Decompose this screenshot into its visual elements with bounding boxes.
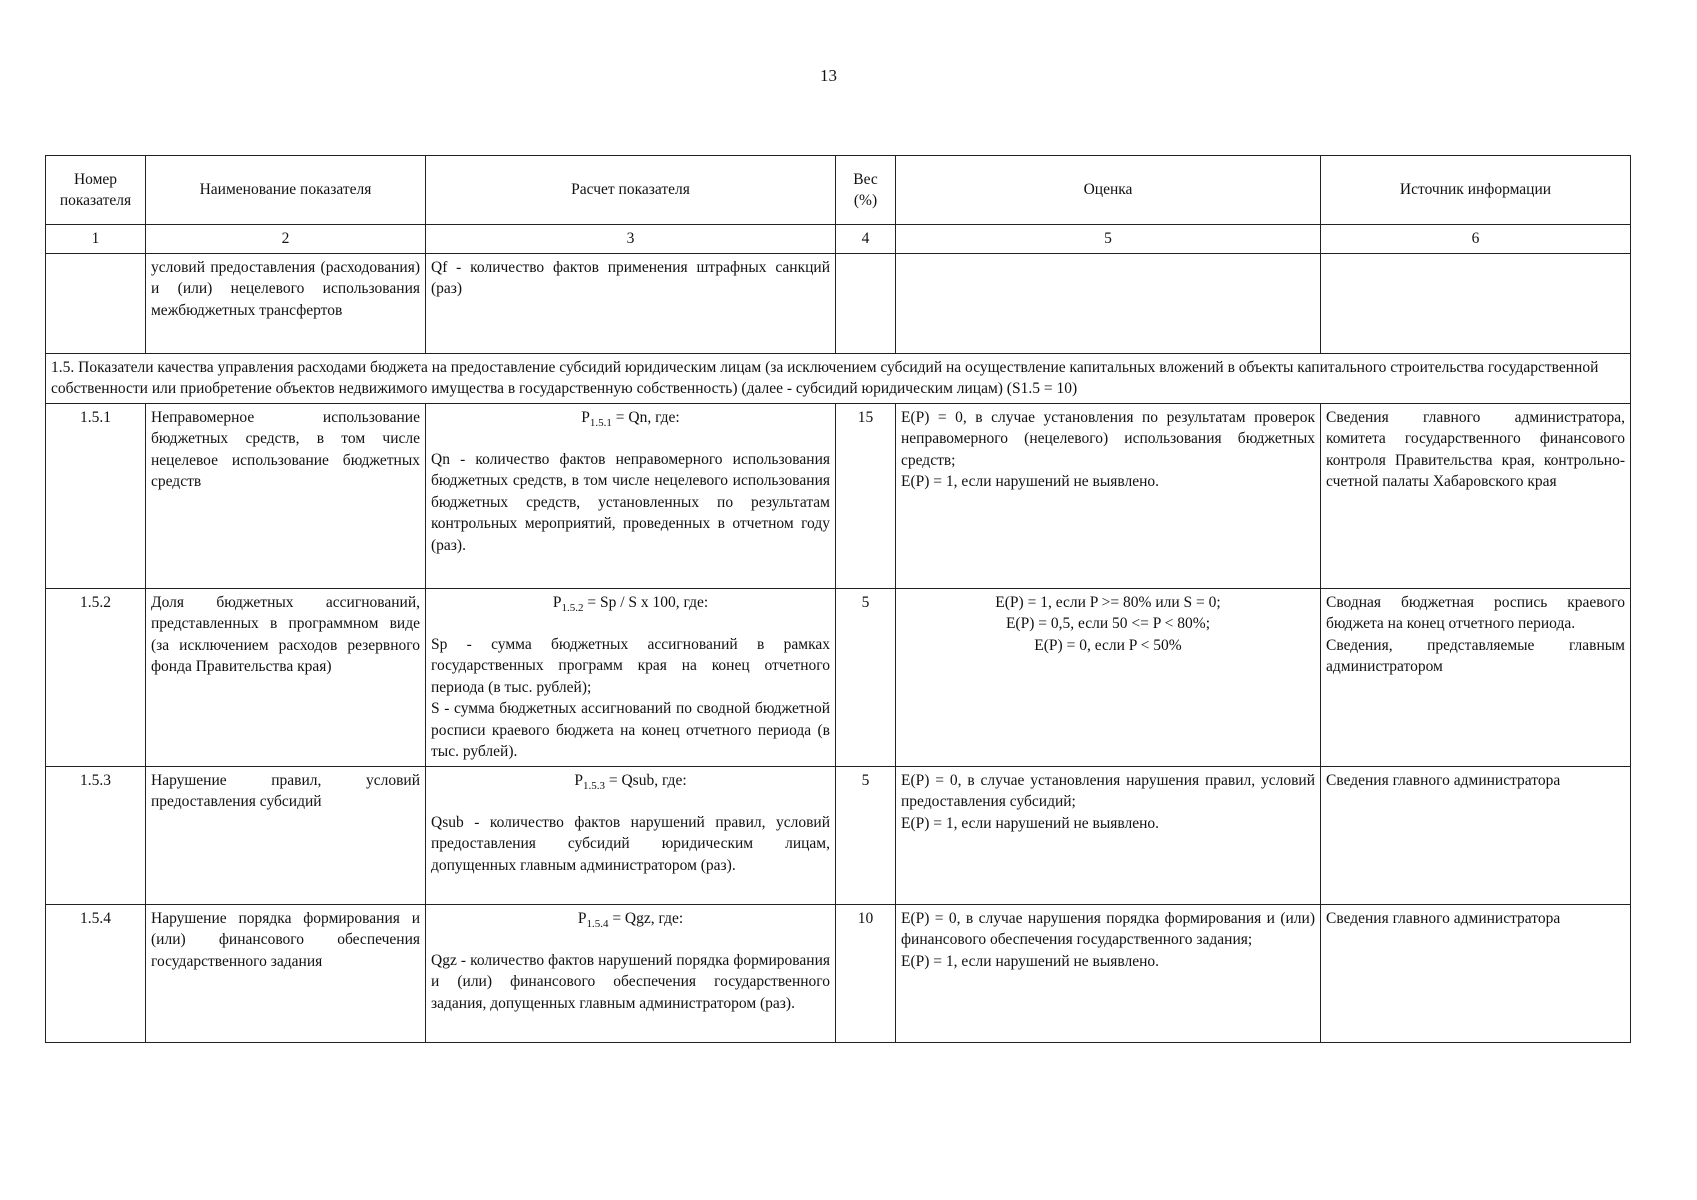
assessment-line: E(P) = 0, в случае установления по результатам проверок неправомерного (нецелевого) использования бюджетных средств; [901, 408, 1315, 469]
row-calc [426, 904, 836, 1042]
row-weight: 15 [836, 403, 896, 588]
assessment-line: E(P) = 1, если нарушений не выявлено. [901, 472, 1160, 490]
row-name: Нарушение правил, условий предоставления субсидий [146, 766, 426, 904]
assessment-line: E(P) = 1, если P >= 80% или S = 0; [995, 593, 1221, 611]
row-assessment [896, 904, 1321, 1042]
table-row [46, 766, 1631, 904]
cell-calc: Qf - количество фактов применения штрафных санкций (раз) [426, 254, 836, 354]
formula: $P_{1.5.2} = Sp / S$ x 100, где: [552, 593, 709, 614]
section-title: 1.5. Показатели качества управления расходами бюджета на предоставление субсидий юридическим лицам (за исключением субсидий на осуществление капитальных вложений в объекты капитального строительства государственной собственности или приобретение объектов недвижимого имущества в государственную собственность) (далее - субсидий юридическим лицам) (S1.5 = 10) [46, 354, 1631, 404]
row-name: Неправомерное использование бюджетных средств, в том числе нецелевое использование бюджетных средств [146, 403, 426, 588]
table-row [46, 588, 1631, 766]
header-weight: Вес (%) [836, 156, 896, 225]
header-number: Номер показателя [46, 156, 146, 225]
row-name: Нарушение порядка формирования и (или) финансового обеспечения государственного задания [146, 904, 426, 1042]
column-number: 2 [146, 225, 426, 254]
calc-description: Sp - сумма бюджетных ассигнований в рамках государственных программ края на конец отчетного периода (в тыс. рублей); [431, 636, 830, 696]
assessment-line: E(P) = 0, в случае установления нарушения правил, условий предоставления субсидий; [901, 771, 1315, 811]
assessment-line: E(P) = 1, если нарушений не выявлено. [901, 814, 1160, 832]
header-source: Источник информации [1321, 156, 1631, 225]
row-number: 1.5.2 [46, 588, 146, 766]
row-number: 1.5.4 [46, 904, 146, 1042]
table-row [46, 403, 1631, 588]
assessment-line: E(P) = 0, в случае нарушения порядка формирования и (или) финансового обеспечения государственного задания; [901, 909, 1315, 949]
calc-description: Qgz - количество фактов нарушений порядка формирования и (или) финансового обеспечения государственного задания, допущенных главным администратором (раз). [431, 952, 830, 1012]
row-number: 1.5.1 [46, 403, 146, 588]
row-weight: 5 [836, 588, 896, 766]
assessment-line: E(P) = 1, если нарушений не выявлено. [901, 952, 1160, 970]
table-row [46, 904, 1631, 1042]
row-assessment [896, 766, 1321, 904]
header-name: Наименование показателя [146, 156, 426, 225]
indicators-table [45, 155, 1631, 1043]
header-assessment: Оценка [896, 156, 1321, 225]
cell-source [1321, 254, 1631, 354]
header-calc: Расчет показателя [426, 156, 836, 225]
cell-weight [836, 254, 896, 354]
cell-number [46, 254, 146, 354]
row-source [1321, 588, 1631, 766]
cell-assessment [896, 254, 1321, 354]
header-row [46, 156, 1631, 225]
column-number: 3 [426, 225, 836, 254]
row-source: Сведения главного администратора, комитета государственного финансового контроля Правительства края, контрольно-счетной палаты Хабаровского края [1321, 403, 1631, 588]
column-number: 4 [836, 225, 896, 254]
continuation-row [46, 254, 1631, 354]
calc-description: S - сумма бюджетных ассигнований по сводной бюджетной росписи краевого бюджета на конец отчетного периода (в тыс. рублей). [431, 700, 830, 760]
column-number: 1 [46, 225, 146, 254]
row-number: 1.5.3 [46, 766, 146, 904]
row-assessment [896, 588, 1321, 766]
formula: $P_{1.5.4}$ = Qgz, где: [577, 909, 684, 930]
column-number-row [46, 225, 1631, 254]
source-line: Сводная бюджетная роспись краевого бюджета на конец отчетного периода. [1326, 593, 1625, 633]
calc-description: Qn - количество фактов неправомерного использования бюджетных средств, в том числе нецелевого использования бюджетных средств, установленных по результатам контрольных мероприятий, проведенных в отчетном году (раз). [431, 451, 830, 554]
row-weight: 5 [836, 766, 896, 904]
row-assessment [896, 403, 1321, 588]
row-weight: 10 [836, 904, 896, 1042]
assessment-line: E(P) = 0, если P < 50% [1034, 636, 1182, 654]
column-number: 5 [896, 225, 1321, 254]
source-line: Сведения, представляемые главным администратором [1326, 636, 1625, 675]
row-calc [426, 588, 836, 766]
formula: $P_{1.5.1} = Qn$, где: [581, 408, 680, 429]
row-source: Сведения главного администратора [1321, 766, 1631, 904]
formula: $P_{1.5.3}$ = Qsub, где: [574, 771, 687, 792]
assessment-line: E(P) = 0,5, если 50 <= P < 80%; [1005, 615, 1211, 633]
cell-name: условий предоставления (расходования) и (или) нецелевого использования межбюджетных трансфертов [146, 254, 426, 354]
row-calc [426, 766, 836, 904]
calc-description: Qsub - количество фактов нарушений правил, условий предоставления субсидий юридическим лицам, допущенных главным администратором (раз). [431, 814, 830, 874]
row-name: Доля бюджетных ассигнований, представленных в программном виде (за исключением расходов резервного фонда Правительства края) [146, 588, 426, 766]
section-row [46, 354, 1631, 404]
page-number: 13 [820, 66, 837, 85]
column-number: 6 [1321, 225, 1631, 254]
row-calc [426, 403, 836, 588]
row-source: Сведения главного администратора [1321, 904, 1631, 1042]
